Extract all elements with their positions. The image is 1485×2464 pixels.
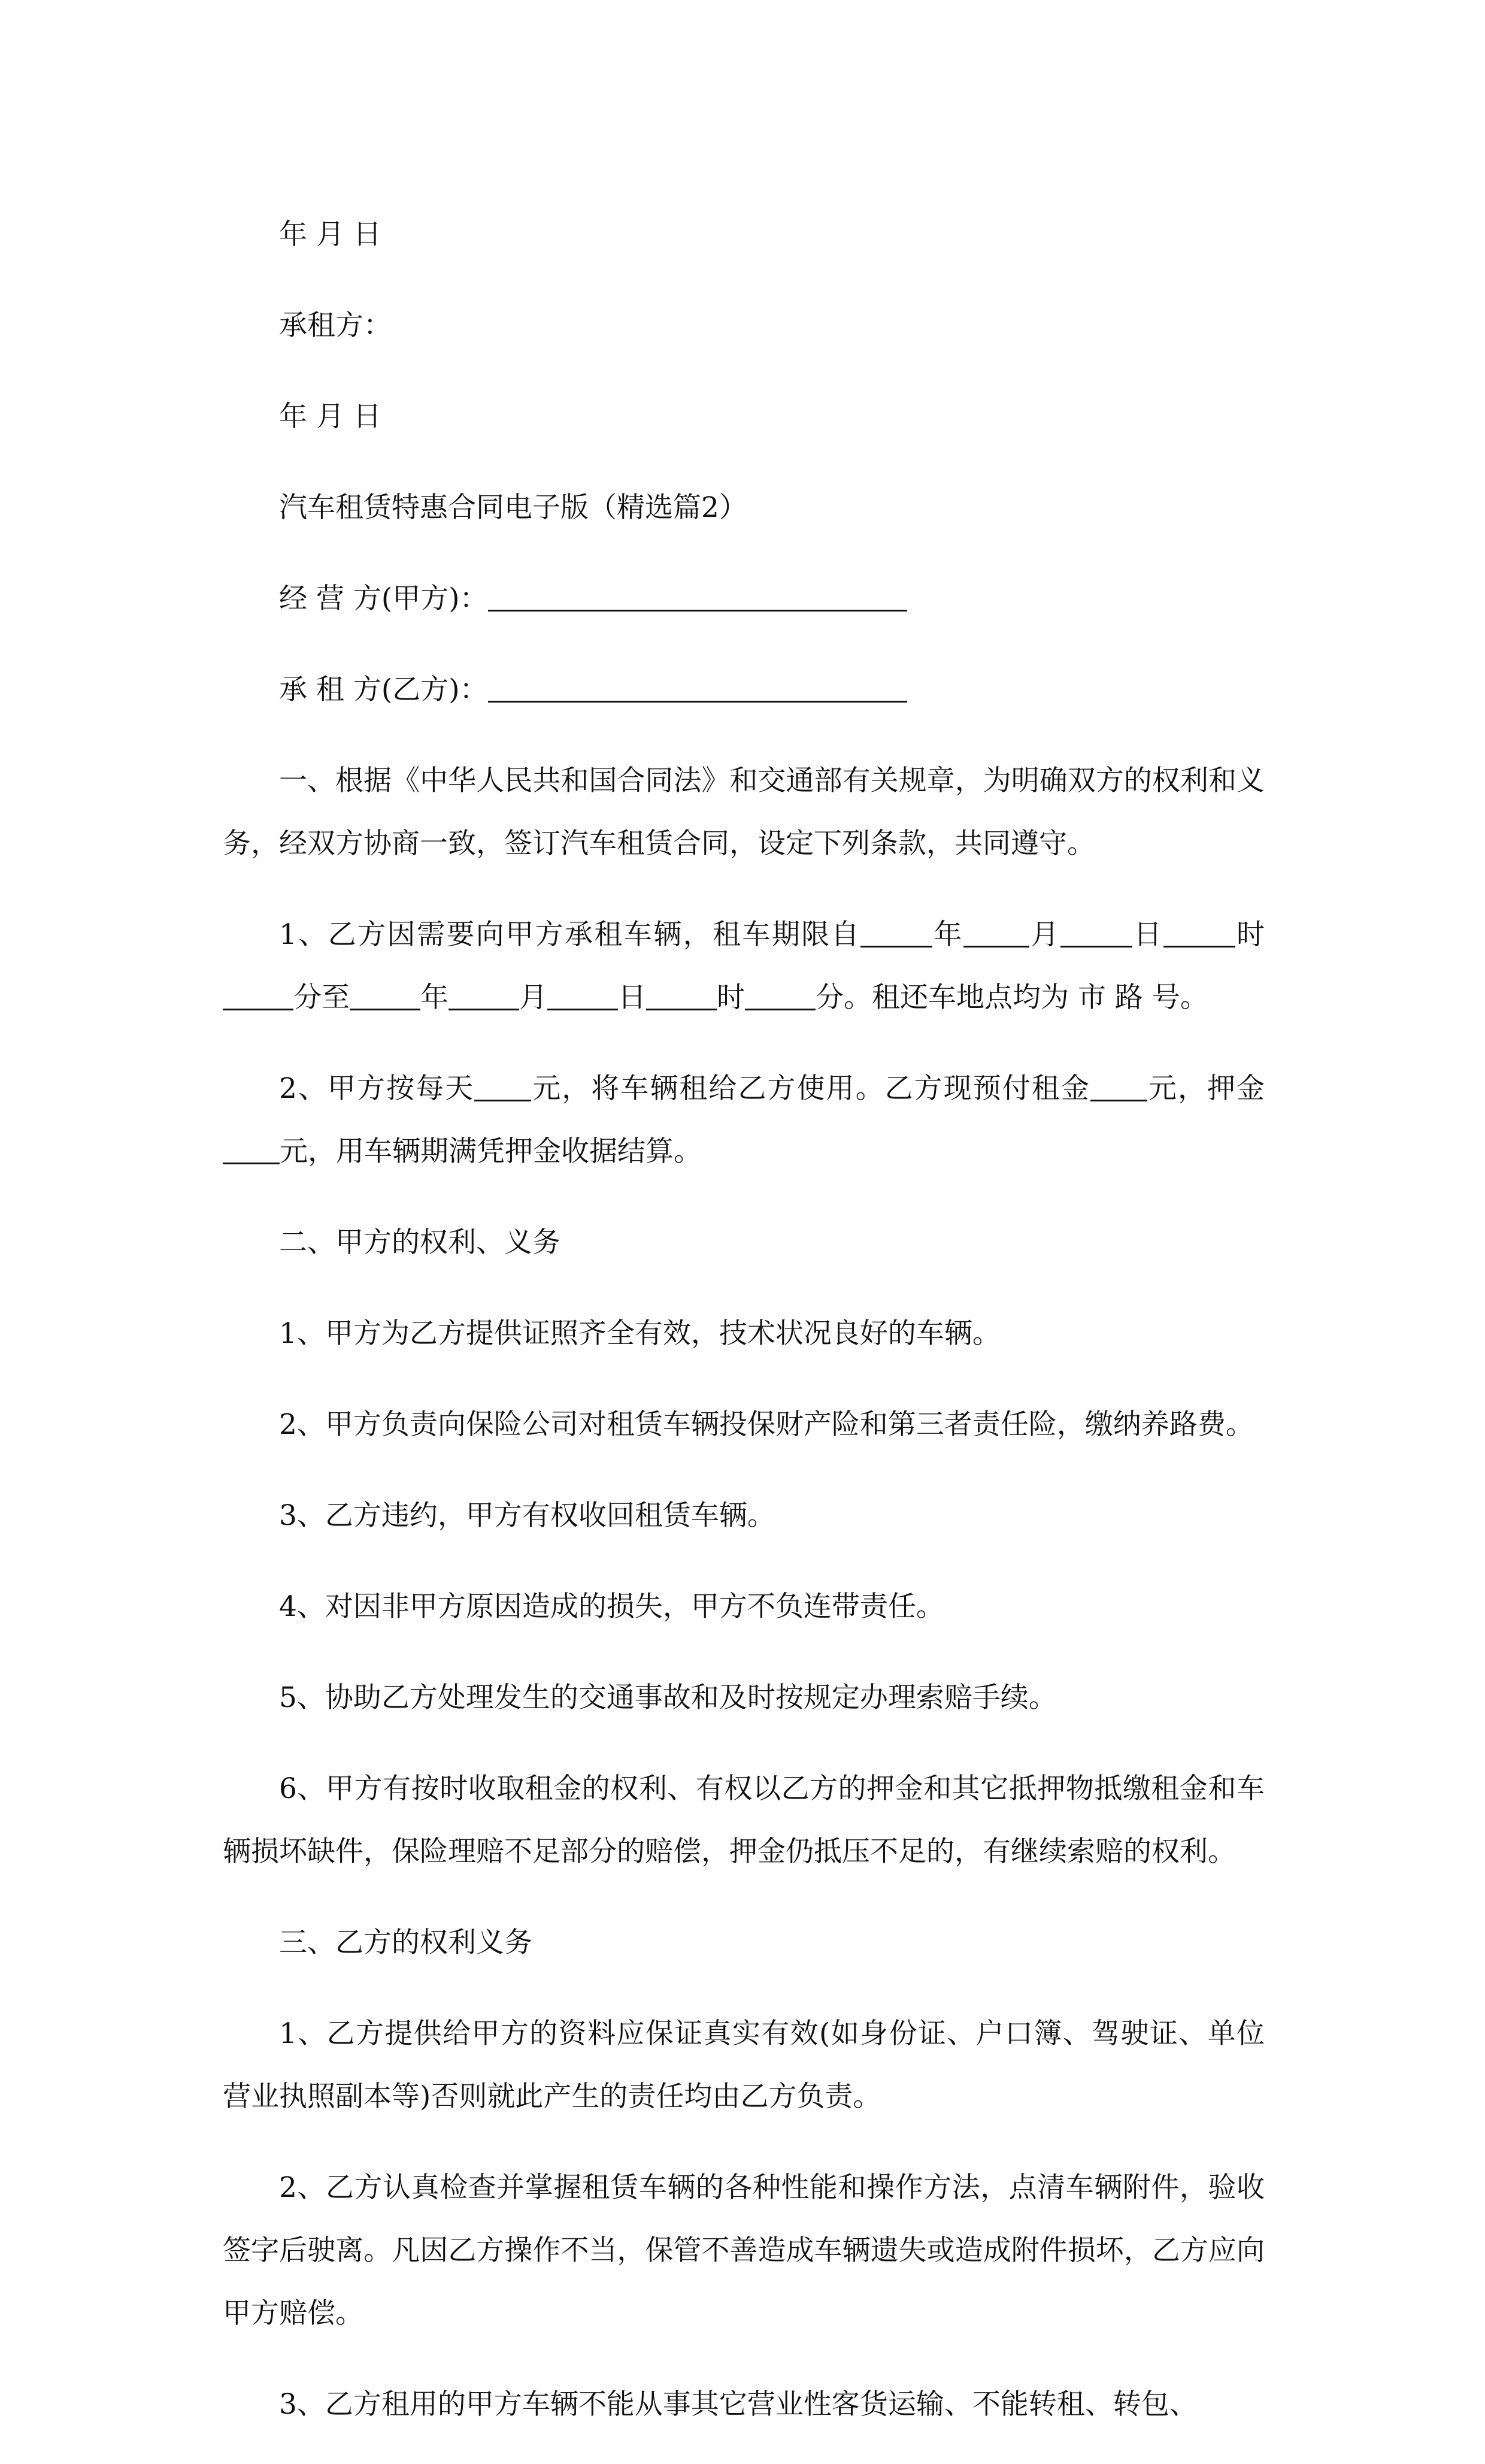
section-2-item: 2、甲方负责向保险公司对租赁车辆投保财产险和第三者责任险，缴纳养路费。: [279, 1408, 1254, 1441]
clause-1-text: 日: [618, 981, 646, 1014]
clause-1: [223, 903, 1265, 1029]
clause-2-text: 元，将车辆租给乙方使用。乙方现预付租金: [531, 1072, 1090, 1105]
section-2-item: 1、甲方为乙方提供证照齐全有效，技术状况良好的车辆。: [279, 1317, 1001, 1350]
party-a-label: 经 营 方(甲方)：: [279, 582, 488, 615]
clause-2: [223, 1057, 1265, 1183]
clause-2-text: 元，用车辆期满凭押金收据结算。: [280, 1135, 702, 1168]
clause-intro: 一、根据《中华人民共和国合同法》和交通部有关规章，为明确双方的权利和义务，经双方协商一致，签订汽车租赁合同，设定下列条款，共同遵守。: [223, 764, 1265, 860]
clause-1-text: 时: [1235, 918, 1265, 951]
party-b-blank: [488, 671, 907, 702]
blank: [745, 979, 816, 1010]
section-2-item: 5、协助乙方处理发生的交通事故和及时按规定办理索赔手续。: [279, 1681, 1057, 1714]
section-2-title: 二、甲方的权利、义务: [279, 1226, 560, 1259]
clause-2-text: 2、甲方按每天: [279, 1072, 475, 1105]
section-3-title: 三、乙方的权利义务: [279, 1926, 532, 1959]
party-b-line: [223, 658, 1265, 721]
blank: [350, 979, 420, 1010]
blank: [1163, 916, 1235, 947]
clause-1-text: 分至: [293, 981, 350, 1014]
blank: [646, 979, 717, 1010]
blank: [223, 979, 293, 1010]
blank: [860, 916, 932, 947]
blank: [223, 1133, 280, 1164]
clause-1-text: 分。租还车地点均为 市 路 号。: [816, 981, 1208, 1014]
section-3-item: 2、乙方认真检查并掌握租赁车辆的各种性能和操作方法，点清车辆附件，验收签字后驶离。凡因乙方操作不当，保管不善造成车辆遗失或造成附件损坏，乙方应向甲方赔偿。: [223, 2171, 1265, 2330]
section-3-item: 3、乙方租用的甲方车辆不能从事其它营业性客货运输、不能转租、转包、: [279, 2388, 1198, 2421]
clause-1-text: 日: [1132, 918, 1163, 951]
clause-1-text: 月: [519, 981, 547, 1014]
clause-2-text: 元，押金: [1147, 1072, 1265, 1105]
document-body: [223, 175, 1265, 2464]
party-a-blank: [488, 580, 907, 611]
party-b-label: 承 租 方(乙方)：: [279, 673, 488, 706]
clause-1-text: 1、乙方因需要向甲方承租车辆，租车期限自: [279, 918, 861, 951]
section-heading: 汽车租赁特惠合同电子版（精选篇2）: [279, 491, 747, 524]
section-3-item: 1、乙方提供给甲方的资料应保证真实有效(如身份证、户口簿、驾驶证、单位营业执照副本等)否则就此产生的责任均由乙方负责。: [223, 2017, 1265, 2113]
lessee-signature-line: 承租方：: [279, 309, 392, 342]
clause-1-text: 年: [420, 981, 448, 1014]
blank: [1060, 916, 1132, 947]
section-2-item: 4、对因非甲方原因造成的损失，甲方不负连带责任。: [279, 1590, 944, 1623]
clause-1-text: 年: [932, 918, 963, 951]
blank: [448, 979, 519, 1010]
clause-1-text: 月: [1029, 918, 1060, 951]
blank: [474, 1070, 531, 1101]
blank: [1090, 1070, 1147, 1101]
date-line-2: 年 月 日: [279, 400, 381, 433]
clause-1-text: 时: [717, 981, 745, 1014]
section-2-item: 6、甲方有按时收取租金的权利、有权以乙方的押金和其它抵押物抵缴租金和车辆损坏缺件，保险理赔不足部分的赔偿，押金仍抵压不足的，有继续索赔的权利。: [223, 1772, 1265, 1868]
party-a-line: [223, 567, 1265, 630]
date-line-1: 年 月 日: [279, 218, 381, 251]
blank: [547, 979, 618, 1010]
blank: [963, 916, 1029, 947]
section-2-item: 3、乙方违约，甲方有权收回租赁车辆。: [279, 1499, 775, 1532]
